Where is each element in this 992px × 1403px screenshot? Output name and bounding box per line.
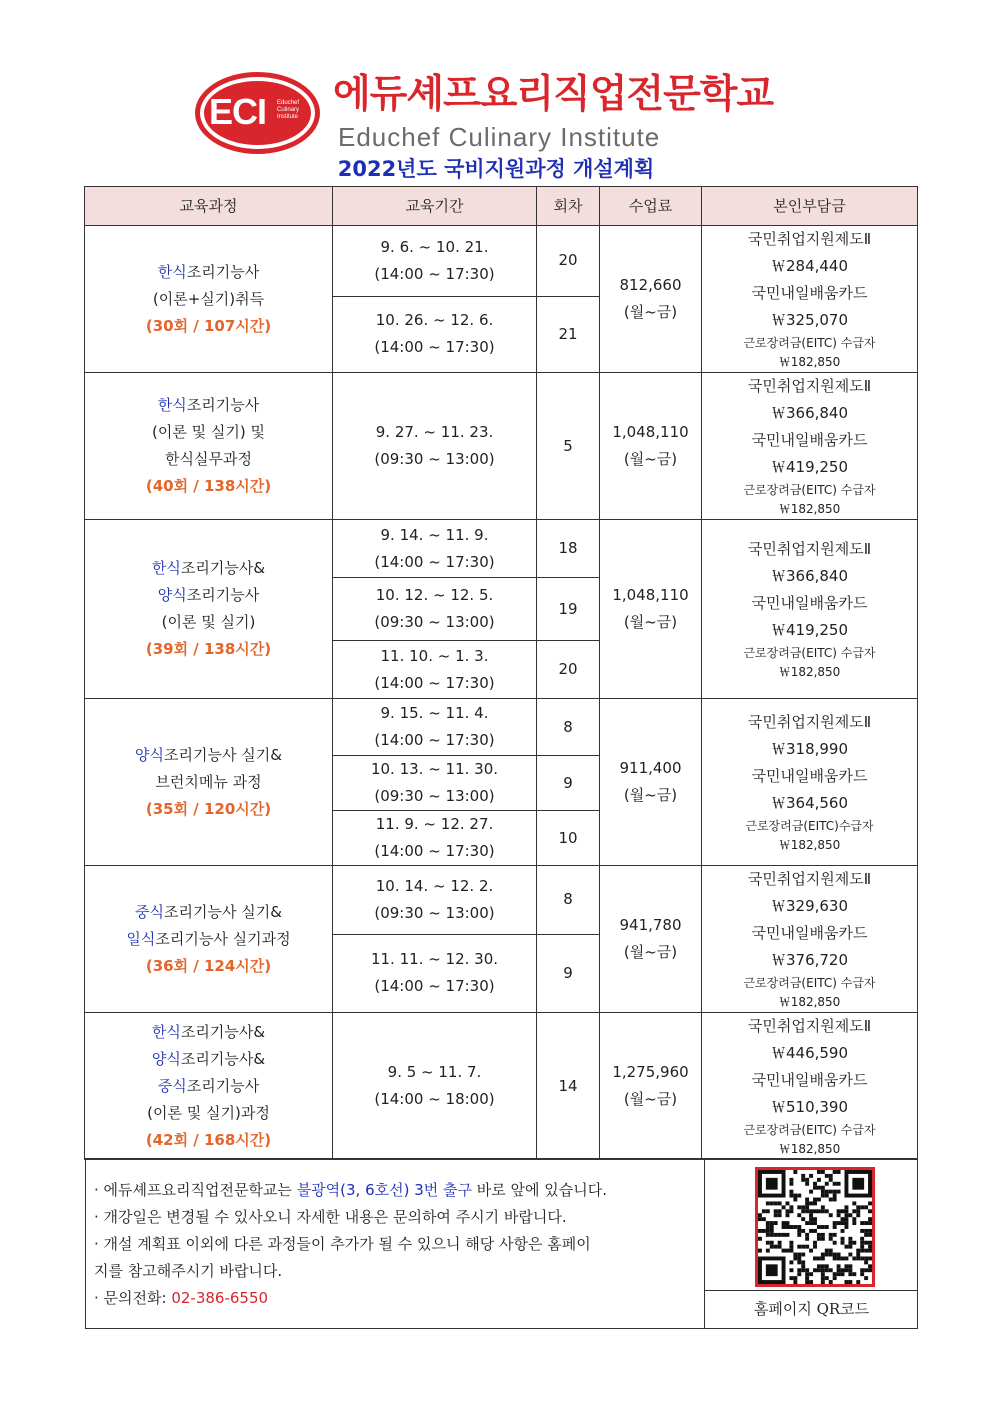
burden-cell [702,226,918,373]
round-cell: 19 [537,578,600,641]
notice-additional-courses-cont: 지를 참고해주시기 바랍니다. [94,1262,283,1280]
period-cell [333,699,537,756]
round-cell: 14 [537,1013,600,1160]
burden-amount-card: ￦376,720 [770,951,849,969]
course-name-line: 중식조리기능사 실기& [135,902,282,921]
burden-label-employment: 국민취업지원제도Ⅱ [747,540,872,558]
round-cell: 8 [537,866,600,935]
period-dates: 9. 5 ~ 11. 7. [387,1063,482,1081]
burden-label-eitc: 근로장려금(EITC) 수급자 [743,976,876,990]
burden-amount-eitc: ￦182,850 [778,995,841,1009]
course-name-line: (이론 및 실기) 및 [152,423,265,441]
burden-label-card: 국민내일배움카드 [751,767,868,785]
notice-location: · 에듀셰프요리직업전문학교는 불광역(3, 6호선) 3번 출구 바로 앞에 있습니다. [94,1181,608,1199]
course-name-cell [85,373,333,520]
period-cell [333,641,537,699]
col-header-burden: 본인부담금 [702,187,918,226]
course-name-line: 한식조리기능사& [151,1022,266,1041]
period-cell [333,1013,537,1160]
qr-code-image [758,1170,872,1284]
burden-label-eitc: 근로장려금(EITC)수급자 [745,819,874,833]
course-name-line: 중식조리기능사 [157,1076,260,1095]
table-header-row [85,187,918,226]
period-dates: 11. 11. ~ 12. 30. [370,950,499,969]
qr-cell [704,1159,918,1328]
period-time: (09:30 ~ 13:00) [374,903,495,922]
period-time: (14:00 ~ 17:30) [374,264,495,283]
round-cell: 21 [537,296,600,372]
period-time: (14:00 ~ 17:30) [374,338,495,357]
period-cell [333,520,537,578]
period-dates: 11. 10. ~ 1. 3. [380,646,489,665]
fee-days: (월~금) [623,450,678,468]
round-cell: 8 [537,699,600,756]
notice-schedule-change: · 개강일은 변경될 수 있사오니 자세한 내용은 문의하여 주시기 바랍니다. [94,1208,567,1226]
fee-cell [600,699,702,866]
burden-label-card: 국민내일배움카드 [751,431,868,449]
burden-label-employment: 국민취업지원제도Ⅱ [747,870,872,888]
period-cell [333,811,537,866]
school-logo [195,72,320,154]
qr-caption: 홈페이지 QR코드 [705,1290,918,1329]
notice-text [94,1177,694,1312]
course-hours: (35회 / 120시간) [145,799,272,818]
burden-label-employment: 국민취업지원제도Ⅱ [747,713,872,731]
table-row [85,520,918,578]
burden-label-card: 국민내일배움카드 [751,924,868,942]
period-time: (14:00 ~ 17:30) [374,673,495,692]
col-header-period: 교육기간 [333,187,537,226]
period-cell [333,373,537,520]
fee-amount: 812,660 [619,276,682,294]
period-time: (09:30 ~ 13:00) [374,613,495,631]
burden-cell [702,520,918,699]
period-time: (09:30 ~ 13:00) [374,450,495,468]
fee-amount: 941,780 [619,916,682,934]
fee-cell [600,226,702,373]
burden-cell [702,373,918,520]
document-title: 2022년도 국비지원과정 개설계획 [337,157,655,181]
course-name-line: 한식조리기능사& [151,559,266,577]
col-header-course: 교육과정 [85,187,333,226]
fee-cell [600,373,702,520]
course-name-line: 브런치메뉴 과정 [155,772,262,791]
course-hours: (30회 / 107시간) [145,316,272,335]
burden-label-card: 국민내일배움카드 [751,594,868,612]
period-dates: 10. 26. ~ 12. 6. [375,311,494,330]
period-cell [333,296,537,372]
fee-amount: 911,400 [619,759,682,777]
col-header-fee: 수업료 [600,187,702,226]
table-row [85,699,918,756]
burden-label-eitc: 근로장려금(EITC) 수급자 [743,336,876,350]
period-cell [333,578,537,641]
fee-days: (월~금) [623,303,678,321]
burden-label-card: 국민내일배움카드 [751,284,868,302]
period-time: (14:00 ~ 17:30) [374,552,495,571]
fee-days: (월~금) [623,613,678,631]
course-name-cell [85,699,333,866]
burden-amount-eitc: ￦182,850 [778,838,841,852]
burden-amount-employment: ￦284,440 [770,257,849,275]
burden-amount-employment: ￦318,990 [770,740,849,758]
burden-amount-card: ￦419,250 [770,621,849,639]
period-dates: 10. 14. ~ 12. 2. [375,876,494,895]
period-dates: 9. 14. ~ 11. 9. [380,525,489,544]
fee-days: (월~금) [623,786,678,804]
logo-text: ECI [209,91,267,132]
course-name-line: 양식조리기능사 [157,586,260,604]
burden-amount-eitc: ￦182,850 [778,355,841,369]
fee-days: (월~금) [623,943,678,961]
burden-amount-card: ￦510,390 [770,1098,849,1116]
burden-cell [702,866,918,1013]
course-name-cell [85,866,333,1013]
notice-additional-courses: · 개설 계획표 이외에 다른 과정들이 추가가 될 수 있으니 해당 사항은 홈페이 [94,1235,591,1253]
period-dates: 10. 13. ~ 11. 30. [370,760,499,778]
burden-amount-eitc: ￦182,850 [778,502,841,516]
burden-label-eitc: 근로장려금(EITC) 수급자 [743,1123,876,1137]
logo-subtext: Educhef Culinary Institute [277,100,300,120]
burden-label-eitc: 근로장려금(EITC) 수급자 [743,483,876,497]
course-name-cell [85,520,333,699]
burden-amount-employment: ￦329,630 [770,897,849,915]
burden-amount-eitc: ￦182,850 [778,665,841,679]
burden-amount-eitc: ￦182,850 [778,1142,841,1156]
burden-amount-card: ￦419,250 [770,458,849,476]
table-row [85,1013,918,1160]
period-cell [333,866,537,935]
course-schedule-table [84,186,918,1160]
course-name-line: 한식조리기능사 [157,262,260,281]
burden-amount-card: ￦364,560 [770,794,849,812]
burden-label-employment: 국민취업지원제도Ⅱ [747,230,872,248]
fee-amount: 1,048,110 [612,423,689,441]
course-name-line: (이론 및 실기) [161,613,256,631]
period-time: (09:30 ~ 13:00) [374,787,495,805]
fee-cell [600,1013,702,1160]
round-cell: 20 [537,641,600,699]
period-time: (14:00 ~ 18:00) [374,1090,495,1108]
round-cell: 10 [537,811,600,866]
course-name-line: 양식조리기능사 실기& [135,745,282,764]
period-dates: 9. 15. ~ 11. 4. [380,704,489,722]
course-name-line: 한식실무과정 [165,450,252,468]
qr-code[interactable] [755,1167,875,1287]
burden-cell [702,1013,918,1160]
burden-amount-employment: ￦366,840 [770,567,849,585]
course-name-line: 양식조리기능사& [151,1049,266,1068]
round-cell: 5 [537,373,600,520]
fee-amount: 1,048,110 [612,586,689,604]
notice-box [85,1158,918,1329]
burden-label-card: 국민내일배움카드 [751,1071,868,1089]
period-dates: 11. 9. ~ 12. 27. [375,815,494,833]
period-cell [333,226,537,297]
fee-days: (월~금) [623,1090,678,1108]
burden-amount-employment: ￦446,590 [770,1044,849,1062]
course-hours: (42회 / 168시간) [145,1130,272,1149]
round-cell: 18 [537,520,600,578]
school-name-ko: 에듀셰프요리직업전문학교 [333,72,774,117]
fee-cell [600,866,702,1013]
fee-cell [600,520,702,699]
course-name-line: 한식조리기능사 [157,396,260,414]
fee-amount: 1,275,960 [612,1063,689,1081]
course-hours: (36회 / 124시간) [145,956,272,975]
round-cell: 9 [537,934,600,1012]
phone-number[interactable]: 02-386-6550 [171,1289,269,1307]
burden-label-employment: 국민취업지원제도Ⅱ [747,377,872,395]
period-time: (14:00 ~ 17:30) [374,977,495,996]
burden-amount-employment: ￦366,840 [770,404,849,422]
burden-amount-card: ￦325,070 [770,311,849,329]
burden-label-eitc: 근로장려금(EITC) 수급자 [743,646,876,660]
period-time: (14:00 ~ 17:30) [374,731,495,749]
table-row [85,373,918,520]
burden-cell [702,699,918,866]
round-cell: 9 [537,756,600,811]
course-hours: (40회 / 138시간) [145,477,272,495]
period-dates: 10. 12. ~ 12. 5. [375,586,494,604]
round-cell: 20 [537,226,600,297]
period-dates: 9. 6. ~ 10. 21. [380,237,489,256]
course-hours: (39회 / 138시간) [145,640,272,658]
col-header-round: 회차 [537,187,600,226]
course-name-cell [85,226,333,373]
course-name-line: (이론 및 실기)과정 [147,1103,270,1122]
period-cell [333,756,537,811]
course-name-line: (이론+실기)취득 [152,289,265,308]
burden-label-employment: 국민취업지원제도Ⅱ [747,1017,872,1035]
period-time: (14:00 ~ 17:30) [374,842,495,860]
table-row [85,226,918,297]
station-info: 불광역(3, 6호선) 3번 출구 [296,1181,473,1199]
course-name-line: 일식조리기능사 실기과정 [126,929,291,948]
course-name-cell [85,1013,333,1160]
table-row [85,866,918,935]
period-cell [333,934,537,1012]
notice-phone: · 문의전화: 02-386-6550 [94,1289,269,1307]
period-dates: 9. 27. ~ 11. 23. [375,423,494,441]
school-name-en: Educhef Culinary Institute [338,122,661,152]
